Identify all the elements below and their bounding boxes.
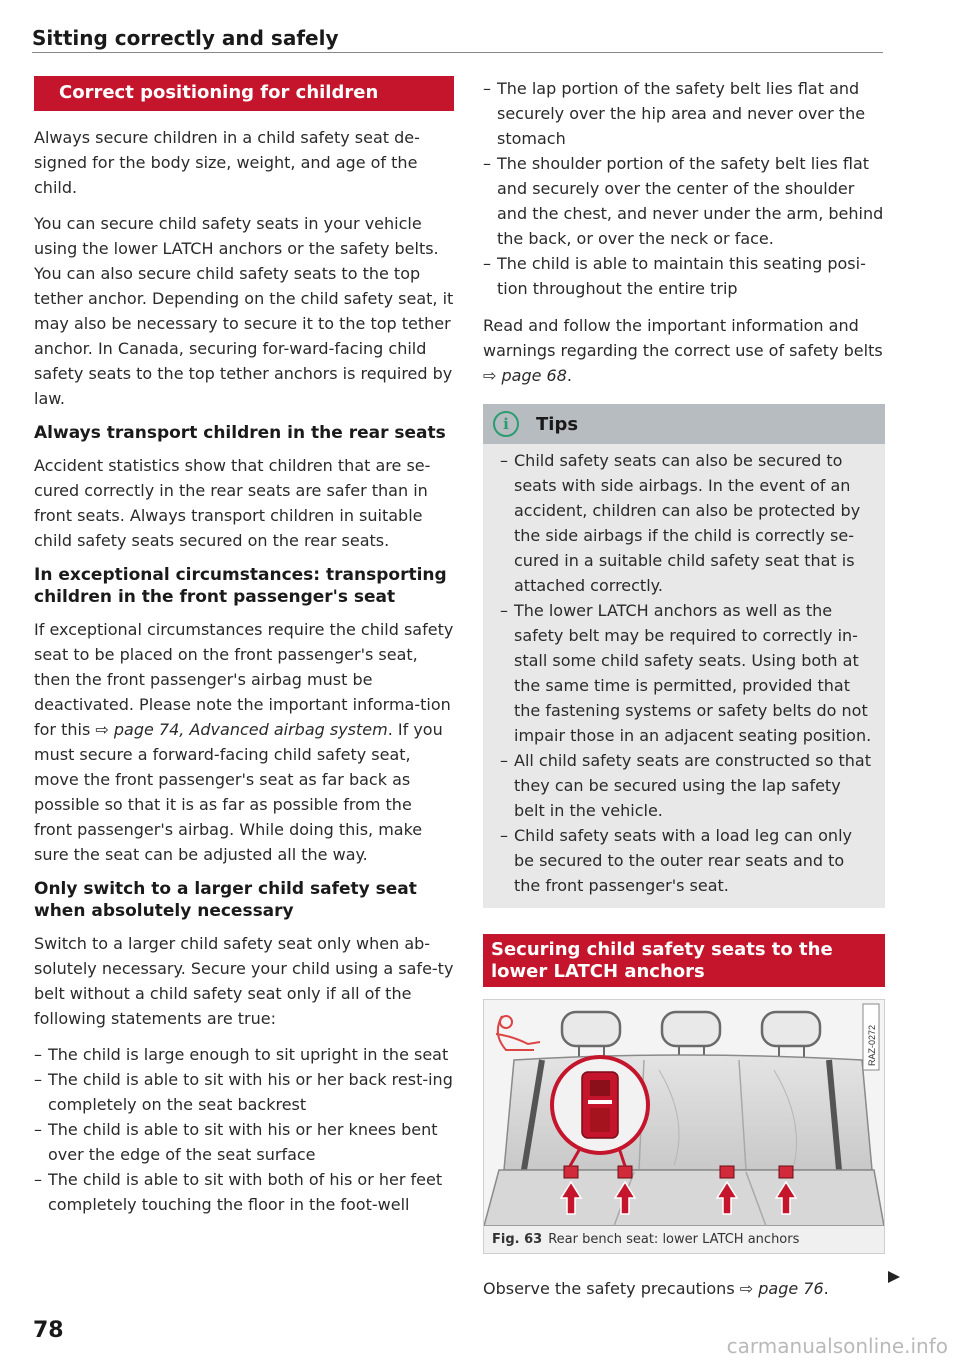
list-item: – The child is able to maintain this seating posi-tion throughout the entire trip: [483, 254, 866, 298]
text-span: Read and follow the important information and warnings regarding the correct use of safety belts: [483, 316, 883, 360]
text-span: If exceptional circumstances require the child safety seat to be placed on the front passenger's seat, then the front passenger's airbag must be deactivated. Please note the important informa-tion for this: [34, 620, 454, 739]
heading-rear-seats: Always transport children in the rear seats: [34, 423, 446, 443]
link-page-74[interactable]: ⇨ page 74, Advanced airbag system: [95, 720, 388, 739]
paragraph-read-follow: [483, 313, 885, 388]
text-span: . If you must secure a forward-facing child safety seat, move the front passenger's seat as far back as possible so that it is as far as possible from the front passenger's airbag. While doing this, make sure the seat can be adjusted all the way.: [34, 720, 443, 864]
paragraph-front-passenger: [34, 617, 454, 867]
tips-box: [483, 404, 885, 908]
paragraph-observe: [483, 1276, 885, 1301]
paragraph-larger-seat: Switch to a larger child safety seat only when ab-solutely necessary. Secure your child using a safe-ty belt without a child safety seat only if all of the following statements are true:: [34, 934, 454, 1028]
list-item: – The shoulder portion of the safety belt lies flat and securely over the center of the shoulder and the chest, and never under the arm, behind the back, or over the neck or face.: [483, 154, 884, 248]
conditions-list-continued: [483, 76, 885, 301]
text-span: Observe the safety precautions: [483, 1279, 740, 1298]
headrest-left: [562, 1012, 620, 1046]
page-header-title: Sitting correctly and safely: [32, 26, 339, 50]
watermark: carmanualsonline.info: [726, 1334, 948, 1358]
header-divider: [32, 52, 883, 53]
next-page-arrow-icon[interactable]: [887, 1270, 901, 1284]
list-item: – The lap portion of the safety belt lies flat and securely over the hip area and never over the stomach: [483, 79, 866, 148]
figure-rear-bench: [483, 999, 885, 1254]
intro-paragraph-1: Always secure children in a child safety seat de-signed for the body size, weight, and age of the child.: [34, 128, 420, 197]
list-item: – Child safety seats with a load leg can only be secured to the outer rear seats and to the front passenger's seat.: [500, 826, 852, 895]
list-item: – The child is able to sit with his or her back rest-ing completely on the seat backrest: [34, 1070, 453, 1114]
rear-bench-illustration: [484, 1000, 884, 1226]
tips-list: [500, 448, 875, 898]
list-item: – The lower LATCH anchors as well as the safety belt may be required to correctly in-stall some child safety seats. Using both at the same time is permitted, provided that the fastening systems or safety belts do not impair those in an adjacent seating position.: [500, 601, 872, 745]
tips-body: [483, 444, 885, 908]
heading-front-passenger: In exceptional circumstances: transporting children in the front passenger's seat: [34, 565, 447, 607]
section-title-latch-anchors: Securing child safety seats to the lower LATCH anchors: [483, 934, 885, 987]
info-icon: i: [493, 411, 519, 437]
conditions-list: [34, 1042, 454, 1217]
section-title-correct-positioning: Correct positioning for children: [34, 76, 454, 111]
list-item: – All child safety seats are constructed so that they can be secured using the lap safety belt in the vehicle.: [500, 751, 871, 820]
figure-code: RAZ-0272: [867, 1024, 877, 1066]
headrest-center: [662, 1012, 720, 1046]
text-span: .: [566, 366, 572, 385]
heading-larger-seat: Only switch to a larger child safety seat when absolutely necessary: [34, 879, 417, 921]
intro-paragraph-2: You can secure child safety seats in your vehicle using the lower LATCH anchors or the safety belts. You can also secure child safety seats to the top tether anchor. Depending on the child safety seat, it may also be necessary to secure it to the top tether anchor. In Canada, securing for-ward-facing child safety seats to the top tether anchors is required by law.: [34, 214, 454, 408]
page-number: 78: [33, 1318, 64, 1343]
paragraph-rear-seats: Accident statistics show that children that are se-cured correctly in the rear seats are safer than in front seats. Always transport children in suitable child safety seats secured on the rear seats.: [34, 456, 431, 550]
text-span: .: [823, 1279, 829, 1298]
headrest-right: [762, 1012, 820, 1046]
list-item: – The child is able to sit with his or her knees bent over the edge of the seat surface: [34, 1120, 438, 1164]
list-item: – The child is able to sit with both of his or her feet completely touching the floor in the foot-well: [34, 1170, 443, 1214]
right-column: [483, 76, 885, 1312]
tips-title: Tips: [536, 413, 579, 435]
tips-header: [483, 404, 885, 444]
left-column: [34, 76, 454, 1229]
figure-caption: [484, 1226, 884, 1253]
link-page-68[interactable]: ⇨ page 68: [483, 366, 567, 385]
list-item: – The child is large enough to sit upright in the seat: [34, 1045, 449, 1064]
list-item: – Child safety seats can also be secured to seats with side airbags. In the event of an accident, children can also be protected by the side airbags if the child is correctly se-cured in a suitable child safety seat that is attached correctly.: [500, 451, 861, 595]
link-page-76[interactable]: ⇨ page 76: [739, 1279, 824, 1298]
figure-label: Fig. 63: [492, 1232, 543, 1247]
figure-caption-text: Rear bench seat: lower LATCH anchors: [548, 1232, 800, 1247]
